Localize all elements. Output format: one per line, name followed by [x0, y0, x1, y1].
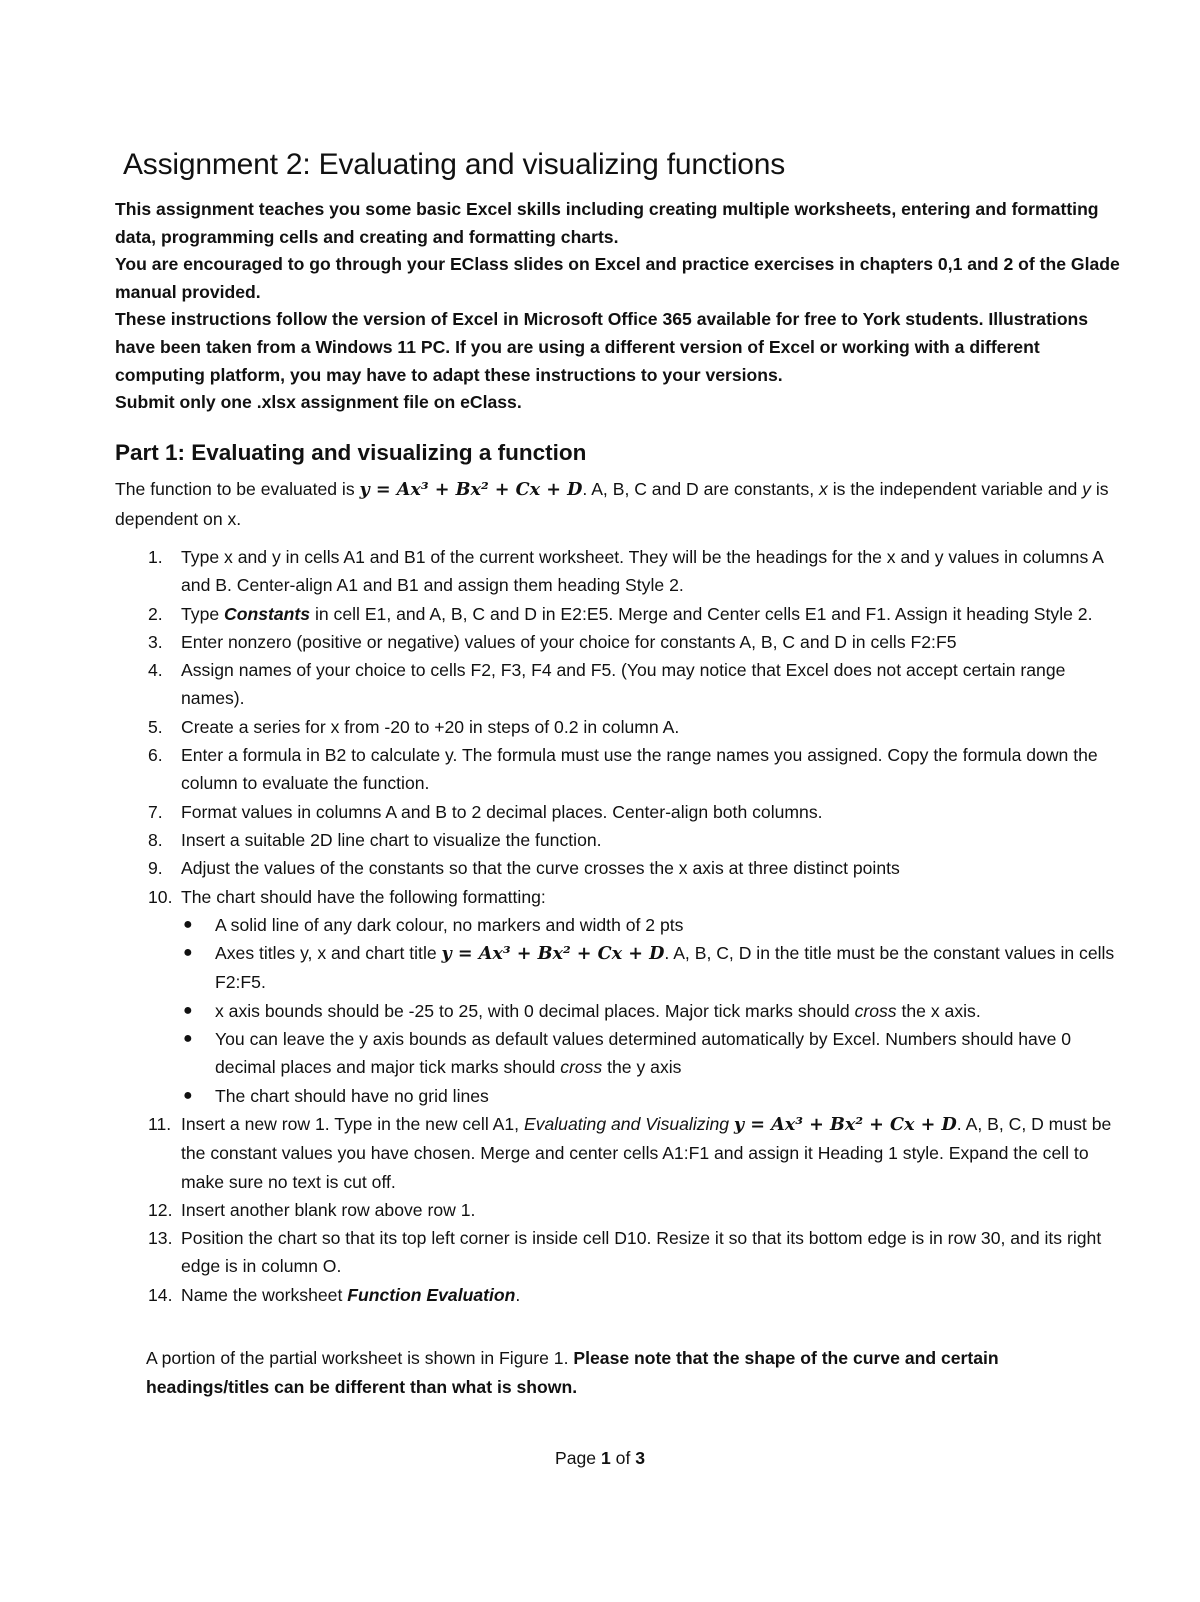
step-item: [115, 1196, 1115, 1224]
step-item: [115, 713, 1115, 741]
step-item: [115, 883, 1115, 1110]
variable-x: x: [819, 479, 828, 499]
part1-description: [115, 475, 1125, 533]
closing-emphasis: Please note that the shape of the curve and certain headings/titles can be different than what is shown.: [146, 1348, 999, 1397]
step-item: [115, 600, 1115, 628]
step-item: [115, 798, 1115, 826]
step-number: 4.: [148, 660, 163, 681]
bullet-text: You can leave the y axis bounds as default values determined automatically by Excel. Numbers should have 0 decimal places and major tick marks should: [215, 1029, 1072, 1078]
text-run: is dependent on x.: [115, 479, 1109, 529]
page-footer: [0, 1448, 1200, 1469]
step-number: 6.: [148, 745, 163, 766]
step-number: 12.: [148, 1199, 173, 1220]
part1-heading: Part 1: Evaluating and visualizing a function: [115, 440, 587, 465]
step-number: 5.: [148, 716, 163, 737]
step-text: Insert a new row 1. Type in the new cell A1,: [181, 1113, 524, 1134]
bullet-icon: ●: [183, 1030, 193, 1048]
bullet-item: [181, 939, 1115, 997]
bullet-text: x axis bounds should be -25 to 25, with 0 decimal places. Major tick marks should: [215, 1000, 855, 1021]
step-item: [115, 826, 1115, 854]
bullet-item: [181, 997, 1115, 1025]
bullet-item: [181, 911, 1115, 939]
step-number: 11.: [148, 1113, 172, 1134]
intro-section: [115, 196, 1125, 417]
step-item: [115, 1281, 1115, 1309]
bullet-text: A solid line of any dark colour, no markers and width of 2 pts: [215, 914, 684, 935]
step-text: Create a series for x from -20 to +20 in steps of 0.2 in column A.: [181, 716, 680, 737]
bullet-icon: ●: [183, 944, 193, 962]
bullet-emphasis: cross: [854, 1000, 897, 1021]
step-text: Enter a formula in B2 to calculate y. The formula must use the range names you assigned. Copy the formula down the column to evaluate the function.: [181, 745, 1098, 794]
step-text: Insert another blank row above row 1.: [181, 1199, 476, 1220]
step-text: .: [515, 1284, 521, 1305]
formatting-bullets: [181, 911, 1115, 1110]
step-text: in cell E1, and A, B, C and D in E2:E5. Merge and Center cells E1 and F1. Assign it heading Style 2.: [310, 603, 1093, 624]
step-number: 10.: [148, 886, 173, 907]
step-text: Format values in columns A and B to 2 decimal places. Center-align both columns.: [181, 801, 823, 822]
step-text: Type x and y in cells A1 and B1 of the current worksheet. They will be the headings for the x and y values in columns A and B. Center-align A1 and B1 and assign them heading Style 2.: [181, 547, 1103, 596]
step-number: 8.: [148, 829, 163, 850]
text-run: The function to be evaluated is: [115, 479, 360, 499]
step-number: 14.: [148, 1284, 173, 1305]
bullet-emphasis: cross: [560, 1057, 603, 1078]
step-text: Name the worksheet: [181, 1284, 348, 1305]
step-item: [115, 1224, 1115, 1281]
step-item: [115, 656, 1115, 713]
submit-note: Submit only one .xlsx assignment file on eClass.: [115, 392, 522, 413]
closing-text: A portion of the partial worksheet is shown in Figure 1.: [146, 1348, 574, 1368]
intro-paragraph: You are encouraged to go through your EClass slides on Excel and practice exercises in chapters 0,1 and 2 of the Glade manual provided.: [115, 254, 1120, 302]
variable-y: y: [1082, 479, 1091, 499]
step-number: 1.: [148, 547, 163, 567]
step-item: [115, 1110, 1115, 1196]
step-number: 2.: [148, 603, 163, 624]
bullet-icon: ●: [183, 1001, 193, 1019]
footer-text: of: [610, 1448, 636, 1468]
bullet-text: the y axis: [602, 1057, 682, 1078]
step-emphasis: Constants: [224, 603, 311, 624]
step-text: The chart should have the following formatting:: [181, 886, 546, 907]
text-run: . A, B, C and D are constants,: [582, 479, 820, 499]
bullet-icon: ●: [183, 1086, 193, 1104]
step-number: 9.: [148, 858, 163, 879]
steps-list: [115, 543, 1115, 1309]
closing-note: [146, 1344, 1126, 1401]
bullet-text: the x axis.: [896, 1000, 981, 1021]
chart-title-formula: y = Ax³ + Bx² + Cx + D: [441, 943, 665, 965]
step-item: [115, 741, 1115, 798]
step-number: 13.: [148, 1228, 173, 1249]
step-number: 7.: [148, 801, 163, 822]
step-emphasis: Evaluating and Visualizing: [523, 1113, 730, 1134]
page-number: 1: [600, 1448, 611, 1468]
page-total: 3: [635, 1448, 646, 1468]
footer-text: Page: [554, 1448, 601, 1468]
bullet-text: Axes titles y, x and chart title: [215, 943, 442, 964]
bullet-item: [181, 1082, 1115, 1110]
bullet-text: . A, B, C, D in the title must be the constant values in cells F2:F5.: [215, 943, 1115, 993]
bullet-item: [181, 1025, 1115, 1082]
step-item: [115, 543, 1115, 600]
step-emphasis: Function Evaluation: [347, 1284, 516, 1305]
step-text: . A, B, C, D must be the constant values you have chosen. Merge and center cells A1:F1 and assign it Heading 1 style. Expand the cell to make sure no text is cut off.: [181, 1113, 1112, 1192]
bullet-text: The chart should have no grid lines: [215, 1085, 489, 1106]
text-run: is the independent variable and: [827, 479, 1083, 499]
step-item: [115, 628, 1115, 656]
function-formula: y = Ax³ + Bx² + Cx + D: [359, 479, 583, 500]
page-title: Assignment 2: Evaluating and visualizing functions: [123, 148, 786, 181]
bullet-icon: ●: [183, 915, 193, 933]
intro-paragraph: These instructions follow the version of Excel in Microsoft Office 365 available for free to York students. Illustrations have been taken from a Windows 11 PC. If you are using a different version of Excel or working with a different computing platform, you may have to adapt these instructions to your versions.: [115, 309, 1089, 385]
step-text: Type: [181, 603, 225, 624]
step-text: Position the chart so that its top left corner is inside cell D10. Resize it so that its bottom edge is in row 30, and its right edge is in column O.: [181, 1228, 1102, 1277]
intro-paragraph: This assignment teaches you some basic Excel skills including creating multiple worksheets, entering and formatting data, programming cells and creating and formatting charts.: [115, 199, 1099, 247]
step-text: Assign names of your choice to cells F2, F3, F4 and F5. (You may notice that Excel does not accept certain range names).: [181, 660, 1066, 709]
step-item: [115, 854, 1115, 882]
step-text: Insert a suitable 2D line chart to visualize the function.: [181, 829, 602, 850]
step-text: Enter nonzero (positive or negative) values of your choice for constants A, B, C and D in cells F2:F5: [181, 631, 957, 652]
heading-formula: y = Ax³ + Bx² + Cx + D: [733, 1113, 957, 1135]
step-number: 3.: [148, 631, 163, 652]
step-text: Adjust the values of the constants so that the curve crosses the x axis at three distinct points: [181, 858, 900, 879]
